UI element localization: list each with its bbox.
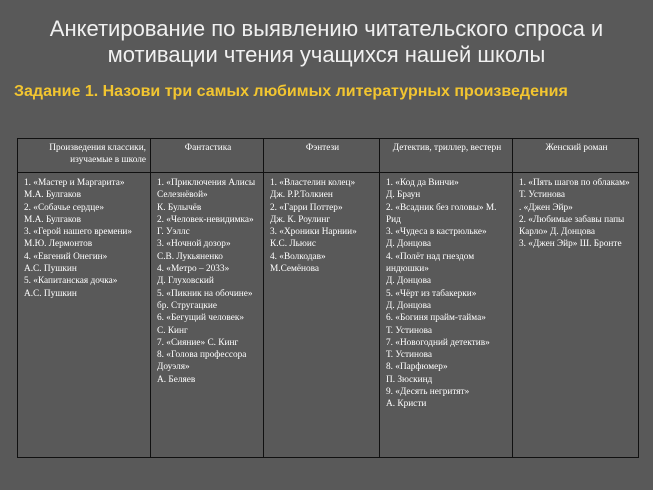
list-item: М.А. Булгаков <box>24 190 81 201</box>
survey-table <box>17 138 639 458</box>
cell-fantasy <box>264 173 380 458</box>
list-item: бр. Стругацкие <box>157 300 217 311</box>
list-item: Дж. К. Роулинг <box>270 214 331 225</box>
list-item: 2. «Любимые забавы папы Карло» Д. Донцова <box>519 214 625 238</box>
header-science-fiction: Фантастика <box>151 139 264 173</box>
list-item: Д. Донцова <box>386 276 431 287</box>
list-item: А.С. Пушкин <box>24 288 77 299</box>
cell-womens-novel <box>513 173 639 458</box>
list-item: А.С. Пушкин <box>24 264 77 275</box>
list-item: . «Джен Эйр» <box>519 202 573 213</box>
list-item: 2. «Человек-невидимка» <box>157 214 254 225</box>
list-item: 7. «Новогодний детектив» <box>386 337 490 348</box>
list-item: А. Беляев <box>157 374 196 385</box>
list-item: 3. «Чудеса в кастрюльке» <box>386 227 487 238</box>
list-item: 5. «Чёрт из табакерки» <box>386 288 477 299</box>
list-item: 5. «Капитанская дочка» <box>24 276 118 287</box>
list-item: Т. Устинова <box>386 325 433 336</box>
list-item: 3. «Герой нашего времени» <box>24 227 133 238</box>
table-header-row <box>18 139 639 173</box>
list-item: 2. «Гарри Поттер» <box>270 202 343 213</box>
list-item: 2. «Собачье сердце» <box>24 202 105 213</box>
header-detective: Детектив, триллер, вестерн <box>380 139 513 173</box>
list-item: 8. «Парфюмер» <box>386 362 448 373</box>
list-item: 3. «Хроники Нарнии» <box>270 227 357 238</box>
list-item: С.В. Лукьяненко <box>157 251 223 262</box>
header-fantasy: Фэнтези <box>264 139 380 173</box>
list-item: М.Семёнова <box>270 264 320 275</box>
list-item: 9. «Десять негритят» <box>386 387 470 398</box>
list-item: 6. «Богиня прайм-тайма» <box>386 313 486 324</box>
list-item: Д. Донцова <box>386 300 431 311</box>
list-item: 3. «Ночной дозор» <box>157 239 231 250</box>
list-item: 5. «Пикник на обочине» <box>157 288 253 299</box>
table-row <box>18 173 639 458</box>
list-item: К. Булычёв <box>157 202 202 213</box>
list-item: 1. «Пять шагов по облакам» Т. Устинова <box>519 178 630 201</box>
list-item: 1. «Код да Винчи» <box>386 178 459 188</box>
list-item: 3. «Джен Эйр» Ш. Бронте <box>519 239 622 250</box>
list-item: Д. Глуховский <box>157 276 214 287</box>
list-item: П. Зюскинд <box>386 374 433 385</box>
list-item: Г. Уэллс <box>157 227 190 238</box>
list-item: 1. «Приключения Алисы Селезнёвой» <box>157 178 256 201</box>
list-item: А. Кристи <box>386 399 427 410</box>
list-item: 8. «Голова профессора Доуэля» <box>157 350 247 373</box>
task-heading: Задание 1. Назови три самых любимых литературных произведения <box>14 83 568 100</box>
list-item: 1. «Властелин колец» <box>270 178 356 188</box>
header-classics: Произведения классики, изучаемые в школе <box>18 139 151 173</box>
list-item: Дж. Р.Р.Толкиен <box>270 190 333 201</box>
list-item: Д. Донцова <box>386 239 431 250</box>
list-item: 4. «Метро – 2033» <box>157 264 230 275</box>
list-item: 4. «Евгений Онегин» <box>24 251 108 262</box>
cell-classics <box>18 173 151 458</box>
list-item: К.С. Льюис <box>270 239 316 250</box>
list-item: М.Ю. Лермонтов <box>24 239 93 250</box>
cell-detective <box>380 173 513 458</box>
list-item: 4. «Полёт над гнездом индюшки» <box>386 251 475 275</box>
cell-science-fiction <box>151 173 264 458</box>
list-item: Д. Браун <box>386 190 421 201</box>
list-item: 6. «Бегущий человек» <box>157 313 245 324</box>
list-item: С. Кинг <box>157 325 188 336</box>
list-item: Т. Устинова <box>386 350 433 361</box>
list-item: М.А. Булгаков <box>24 214 81 225</box>
header-womens-novel: Женский роман <box>513 139 639 173</box>
list-item: 1. «Мастер и Маргарита» <box>24 178 125 188</box>
list-item: 2. «Всадник без головы» М. Рид <box>386 202 497 225</box>
slide-title: Анкетирование по выявлению читательского спроса и мотивации чтения учащихся нашей школы <box>49 16 604 67</box>
list-item: 4. «Волкодав» <box>270 251 326 262</box>
list-item: 7. «Сияние» С. Кинг <box>157 337 239 348</box>
